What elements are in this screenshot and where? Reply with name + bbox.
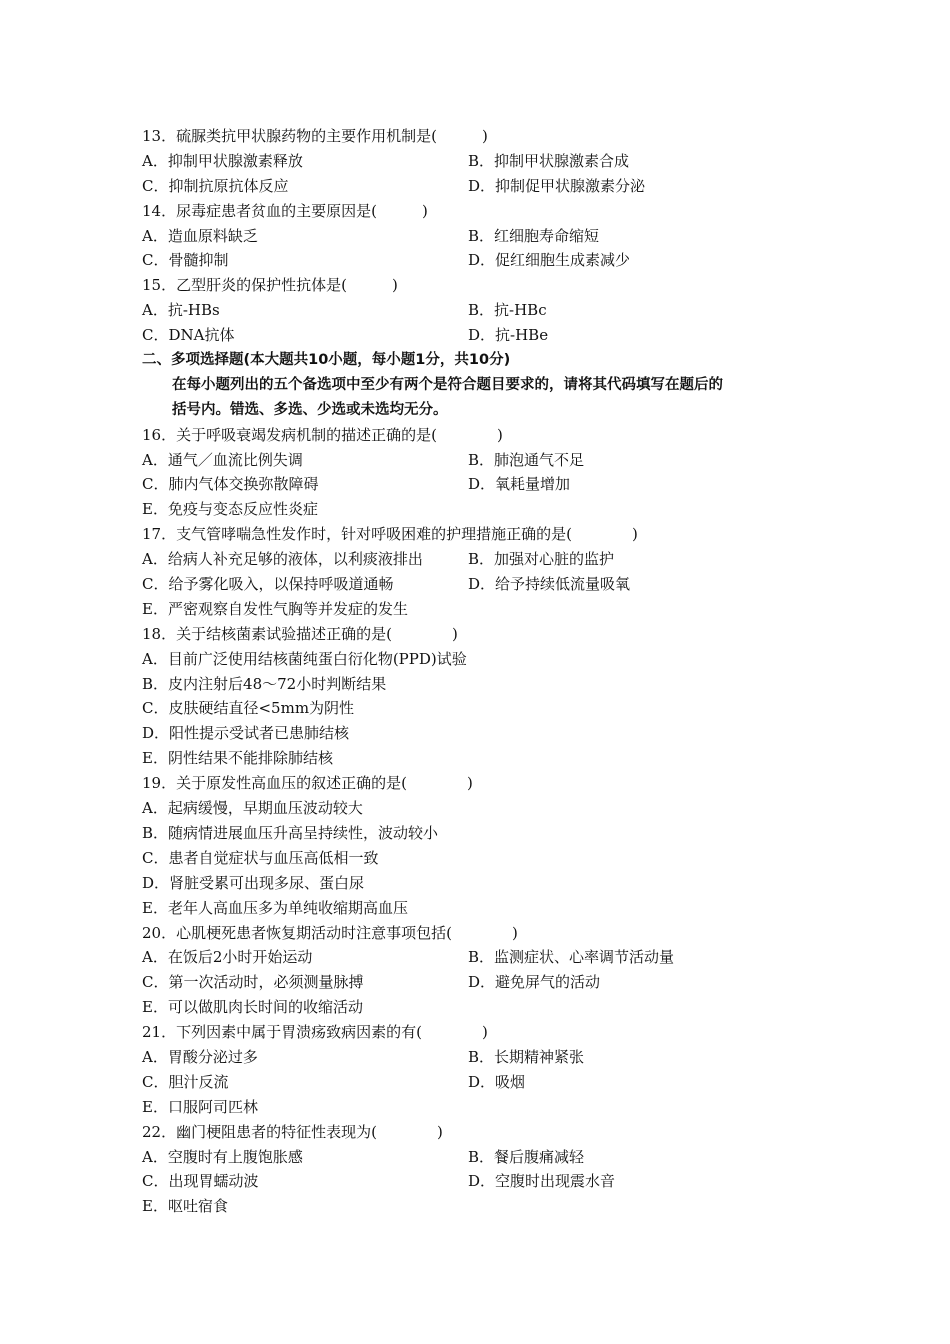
option-e: E．严密观察自发性气胸等并发症的发生 — [142, 599, 408, 618]
question-14-stem: 14．尿毒症患者贫血的主要原因是( ) — [142, 201, 428, 220]
option-e: E．呕吐宿食 — [142, 1197, 228, 1216]
question-16-stem: 16．关于呼吸衰竭发病机制的描述正确的是( ) — [142, 425, 503, 444]
question-21-stem: 21．下列因素中属于胃溃疡致病因素的有( ) — [142, 1023, 488, 1042]
option-e: E．免疫与变态反应性炎症 — [142, 500, 318, 519]
question-15-options-row2 — [142, 323, 822, 348]
question-17-options-row2 — [142, 572, 822, 597]
section-2-instruction-line1: 在每小题列出的五个备选项中至少有两个是符合题目要求的，请将其代码填写在题后的 — [172, 376, 723, 393]
question-17-stem: 17．支气管哮喘急性发作时，针对呼吸困难的护理措施正确的是( ) — [142, 525, 638, 544]
option-a: A．胃酸分泌过多 — [142, 1047, 258, 1066]
option-c: C．肺内气体交换弥散障碍 — [142, 475, 319, 494]
option-a: A．空腹时有上腹饱胀感 — [142, 1147, 303, 1166]
option-b: B．肺泡通气不足 — [468, 450, 585, 469]
option-c: C．第一次活动时，必须测量脉搏 — [142, 973, 364, 992]
option-d: D．阳性提示受试者已患肺结核 — [142, 724, 350, 743]
option-b: B．抑制甲状腺激素合成 — [468, 151, 630, 170]
option-d: D．氧耗量增加 — [468, 475, 571, 494]
question-14-options-row2 — [142, 248, 822, 273]
question-14-options-row1 — [142, 224, 822, 249]
question-20-options-row1 — [142, 945, 822, 970]
question-20-stem: 20．心肌梗死患者恢复期活动时注意事项包括( ) — [142, 923, 518, 942]
option-d: D．肾脏受累可出现多尿、蛋白尿 — [142, 873, 365, 892]
option-a: A．抑制甲状腺激素释放 — [142, 151, 303, 170]
option-c: C．给予雾化吸入，以保持呼吸道通畅 — [142, 575, 394, 594]
option-d: D．促红细胞生成素减少 — [468, 251, 631, 270]
question-19-stem: 19．关于原发性高血压的叙述正确的是( ) — [142, 774, 473, 793]
option-b: B．随病情进展血压升高呈持续性，波动较小 — [142, 823, 439, 842]
question-15-options-row1 — [142, 298, 822, 323]
question-22-options-row1 — [142, 1145, 822, 1170]
option-a: A．给病人补充足够的液体，以利痰液排出 — [142, 550, 423, 569]
question-21-options-row2 — [142, 1070, 822, 1095]
option-c: C．胆汁反流 — [142, 1072, 229, 1091]
option-c: C．抑制抗原抗体反应 — [142, 176, 289, 195]
option-e: E．老年人高血压多为单纯收缩期高血压 — [142, 898, 408, 917]
question-18-stem: 18．关于结核菌素试验描述正确的是( ) — [142, 624, 458, 643]
question-22-options-row2 — [142, 1169, 822, 1194]
option-c: C．骨髓抑制 — [142, 251, 229, 270]
question-15-stem: 15．乙型肝炎的保护性抗体是( ) — [142, 276, 398, 295]
option-a: A．在饭后2小时开始运动 — [142, 948, 313, 967]
option-b: B．加强对心脏的监护 — [468, 550, 615, 569]
question-13-options-row2 — [142, 174, 822, 199]
question-16-options-row2 — [142, 472, 822, 497]
question-21-options-row1 — [142, 1045, 822, 1070]
option-d: D．抑制促甲状腺激素分泌 — [468, 176, 646, 195]
question-20-options-row2 — [142, 970, 822, 995]
option-a: A．造血原料缺乏 — [142, 226, 258, 245]
option-a: A．通气／血流比例失调 — [142, 450, 303, 469]
option-d: D．给予持续低流量吸氧 — [468, 575, 631, 594]
question-22-stem: 22．幽门梗阻患者的特征性表现为( ) — [142, 1122, 443, 1141]
question-17-options-row1 — [142, 547, 822, 572]
option-b: B．红细胞寿命缩短 — [468, 226, 600, 245]
option-d: D．抗-HBe — [468, 326, 549, 345]
option-d: D．避免屏气的活动 — [468, 973, 601, 992]
question-16-options-row1 — [142, 448, 822, 473]
exam-page — [142, 124, 822, 1219]
option-a: A．目前广泛使用结核菌纯蛋白衍化物(PPD)试验 — [142, 649, 467, 668]
section-2-title: 二、多项选择题(本大题共10小题，每小题1分，共10分) — [142, 352, 511, 369]
option-b: B．长期精神紧张 — [468, 1047, 585, 1066]
option-c: C．DNA抗体 — [142, 326, 235, 345]
option-e: E．可以做肌肉长时间的收缩活动 — [142, 998, 363, 1017]
option-e: E．口服阿司匹林 — [142, 1097, 258, 1116]
option-a: A．抗-HBs — [142, 301, 220, 320]
option-c: C．皮肤硬结直径<5mm为阴性 — [142, 699, 355, 718]
option-c: C．出现胃蠕动波 — [142, 1172, 259, 1191]
option-b: B．餐后腹痛减轻 — [468, 1147, 585, 1166]
option-e: E．阴性结果不能排除肺结核 — [142, 749, 333, 768]
question-13-options-row1 — [142, 149, 822, 174]
option-b: B．皮内注射后48～72小时判断结果 — [142, 674, 387, 693]
option-d: D．空腹时出现震水音 — [468, 1172, 616, 1191]
option-a: A．起病缓慢，早期血压波动较大 — [142, 799, 363, 818]
option-d: D．吸烟 — [468, 1072, 526, 1091]
option-b: B．监测症状、心率调节活动量 — [468, 948, 675, 967]
question-13-stem: 13．硫脲类抗甲状腺药物的主要作用机制是( ) — [142, 127, 488, 145]
section-2-instruction-line2: 括号内。错选、多选、少选或未选均无分。 — [172, 401, 448, 418]
option-b: B．抗-HBc — [468, 301, 547, 320]
option-c: C．患者自觉症状与血压高低相一致 — [142, 848, 379, 867]
